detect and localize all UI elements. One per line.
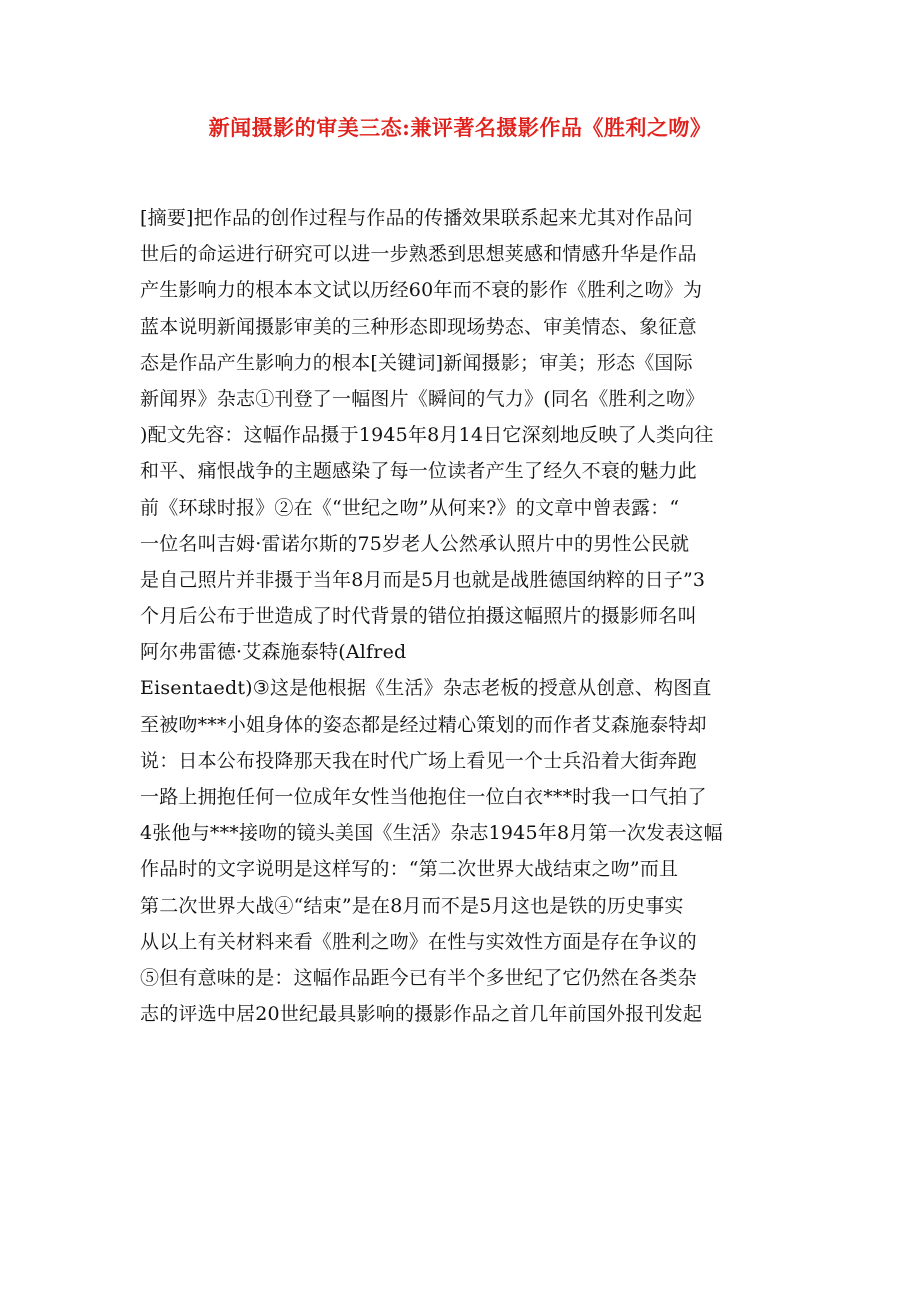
body-line: 新闻界》杂志①刊登了一幅图片《瞬间的气力》(同名《胜利之吻》 [140,387,705,410]
body-line: 态是作品产生影响力的根本[关键词]新闻摄影；审美；形态《国际 [140,351,693,374]
body-line: 志的评选中居20世纪最具影响的摄影作品之首几年前国外报刊发起 [140,1003,703,1026]
body-line: 说：日本公布投降那天我在时代广场上看见一个士兵沿着大街奔跑 [140,749,697,772]
body-line: 阿尔弗雷德·艾森施泰特(Alfred [140,641,407,664]
body-line: 第二次世界大战④“结束”是在8月而不是5月这也是铁的历史事实 [140,894,684,917]
body-line: [摘要]把作品的创作过程与作品的传播效果联系起来尤其对作品问 [140,207,693,229]
body-line: 从以上有关材料来看《胜利之吻》在性与实效性方面是存在争议的 [140,930,697,953]
body-line: )配文先容：这幅作品摄于1945年8月14日它深刻地反映了人类向往 [140,424,714,447]
body-line: 作品时的文字说明是这样写的：“第二次世界大战结束之吻”而且 [140,858,679,881]
body-line: 前《环球时报》②在《“世纪之吻”从何来?》的文章中曾表露：“ [140,496,680,519]
body-line: 至被吻***小姐身体的姿态都是经过精心策划的而作者艾森施泰特却 [140,713,707,736]
body-line: 一位名叫吉姆·雷诺尔斯的75岁老人公然承认照片中的男性公民就 [140,532,690,555]
body-line: 蓝本说明新闻摄影审美的三种形态即现场势态、审美情态、象征意 [140,315,697,338]
body-line: 产生影响力的根本本文试以历经60年而不衰的影作《胜利之吻》为 [140,279,703,302]
body-line: 和平、痛恨战争的主题感染了每一位读者产生了经久不衰的魅力此 [140,460,697,483]
document-title: 新闻摄影的审美三态:兼评著名摄影作品《胜利之吻》 [208,115,712,140]
body-line: 个月后公布于世造成了时代背景的错位拍摄这幅照片的摄影师名叫 [140,605,697,628]
body-line: 4张他与***接吻的镜头美国《生活》杂志1945年8月第一次发表这幅 [140,822,723,845]
document-body [140,200,780,1032]
body-line: 世后的命运进行研究可以进一步熟悉到思想荚感和情感升华是作品 [140,243,697,266]
body-line: 一路上拥抱任何一位成年女性当他抱住一位白衣***时我一口气拍了 [140,786,707,808]
body-line: 是自己照片并非摄于当年8月而是5月也就是战胜德国纳粹的日子”3 [140,568,706,591]
body-line: Eisentaedt)③这是他根据《生活》杂志老板的授意从创意、构图直 [140,677,712,700]
body-line: ⑤但有意味的是：这幅作品距今已有半个多世纪了它仍然在各类杂 [140,966,697,989]
